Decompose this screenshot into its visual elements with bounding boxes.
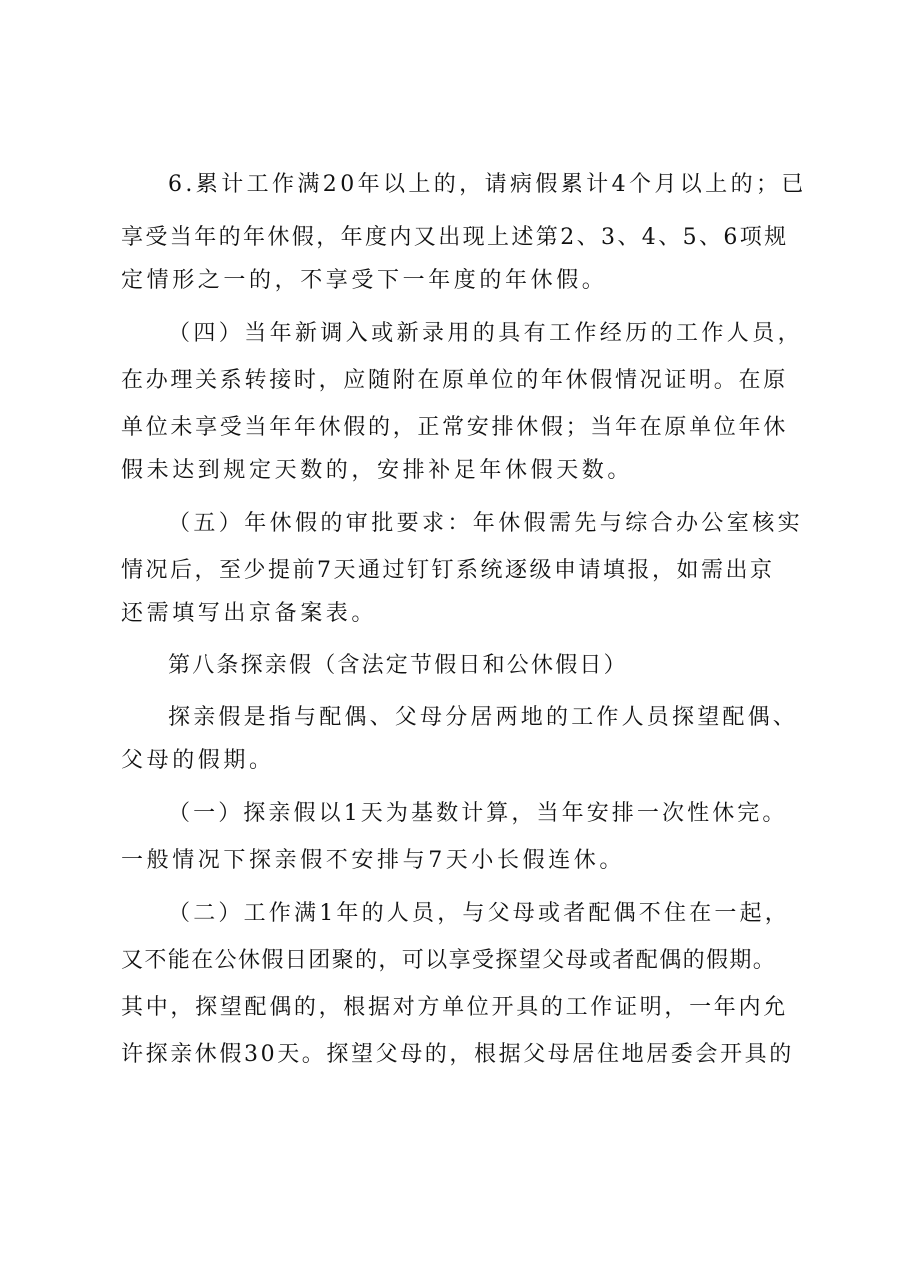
text-line: （二）工作满1年的人员，与父母或者配偶不住在一起， [168, 901, 790, 926]
text-line: 许探亲休假30天。探望父母的，根据父母居住地居委会开具的 [121, 1042, 794, 1067]
text-line: 在办理关系转接时，应随附在原单位的年休假情况证明。在原 [121, 368, 788, 393]
text-line: 定情形之一的，不享受下一年度的年休假。 [121, 268, 608, 293]
text-line: 一般情况下探亲假不安排与7天小长假连休。 [121, 848, 625, 873]
text-line: 6.累计工作满20年以上的，请病假累计4个月以上的；已 [168, 172, 807, 197]
text-line: 父母的假期。 [121, 748, 275, 773]
text-line: （五）年休假的审批要求：年休假需先与综合办公室核实 [168, 511, 804, 536]
text-line: 还需填写出京备案表。 [121, 601, 378, 626]
text-line: 假未达到规定天数的，安排补足年休假天数。 [121, 458, 634, 483]
text-line: （一）探亲假以1天为基数计算，当年安排一次性休完。 [168, 801, 788, 826]
text-line: 其中，探望配偶的，根据对方单位开具的工作证明，一年内允 [121, 995, 788, 1020]
text-line: 又不能在公休假日团聚的，可以享受探望父母或者配偶的假期。 [121, 948, 777, 973]
text-line: 探亲假是指与配偶、父母分居两地的工作人员探望配偶、 [168, 705, 799, 730]
section-heading: 第八条探亲假（含法定节假日和公休假日） [168, 653, 628, 678]
text-line: 情况后，至少提前7天通过钉钉系统逐级申请填报，如需出京 [121, 558, 775, 583]
text-line: 享受当年的年休假，年度内又出现上述第2、3、4、5、6项规 [121, 225, 789, 250]
text-line: （四）当年新调入或新录用的具有工作经历的工作人员， [168, 321, 804, 346]
text-line: 单位未享受当年年休假的，正常安排休假；当年在原单位年休 [121, 415, 788, 440]
